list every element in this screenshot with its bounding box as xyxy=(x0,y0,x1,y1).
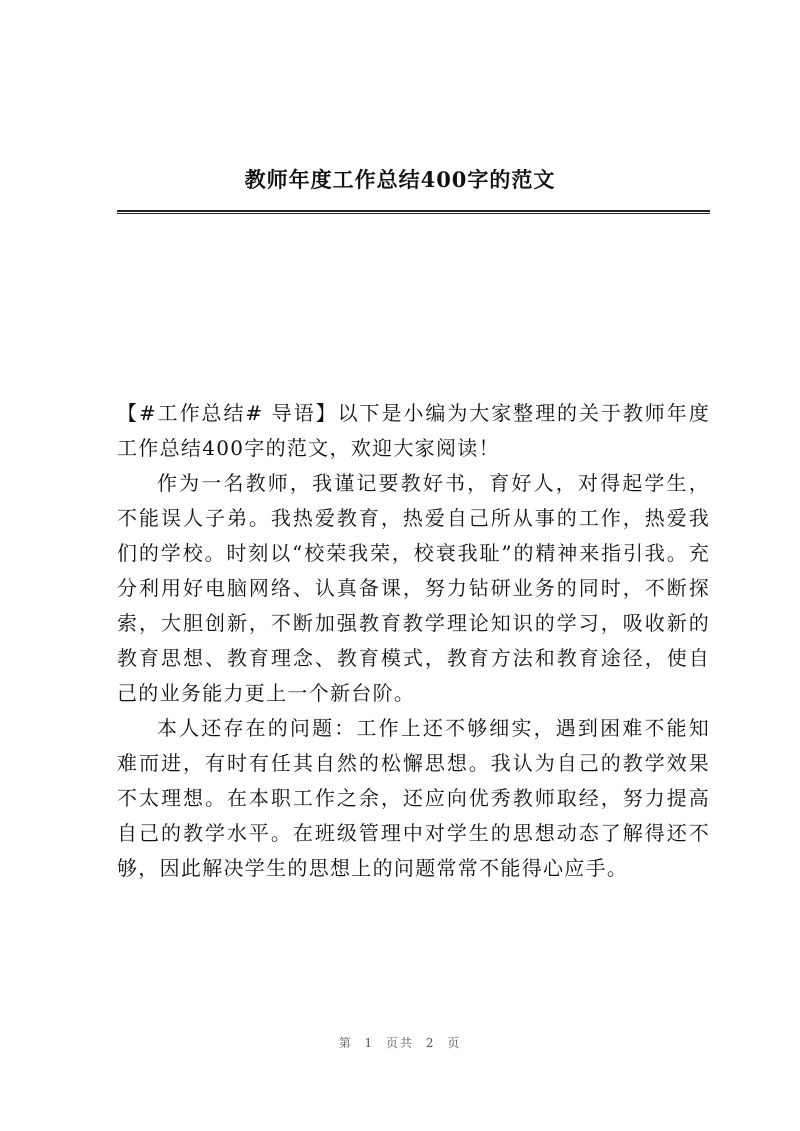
document-body xyxy=(117,396,710,886)
body-paragraph: 作为一名教师，我谨记要教好书，育好人，对得起学生，不能误人子弟。我热爱教育，热爱自己所从事的工作，热爱我们的学校。时刻以“校荣我荣，校衰我耻”的精神来指引我。充分利用好电脑网络、认真备课，努力钻研业务的同时，不断探索，大胆创新，不断加强教育教学理论知识的学习，吸收新的教育思想、教育理念、教育模式，教育方法和教育途径，使自己的业务能力更上一个新台阶。 xyxy=(117,471,710,705)
page-number-footer: 第 1 页共 2 页 xyxy=(338,1036,462,1050)
intro-paragraph: 【#工作总结# 导语】以下是小编为大家整理的关于教师年度工作总结400字的范文，欢迎大家阅读！ xyxy=(117,401,710,460)
title-divider xyxy=(117,210,710,214)
page-title: 教师年度工作总结400字的范文 xyxy=(244,167,556,192)
body-paragraph: 本人还存在的问题：工作上还不够细实，遇到困难不能知难而进，有时有任其自然的松懈思想。我认为自己的教学效果不太理想。在本职工作之余，还应向优秀教师取经，努力提高自己的教学水平。在班级管理中对学生的思想动态了解得还不够，因此解决学生的思想上的问题常常不能得心应手。 xyxy=(117,716,710,880)
